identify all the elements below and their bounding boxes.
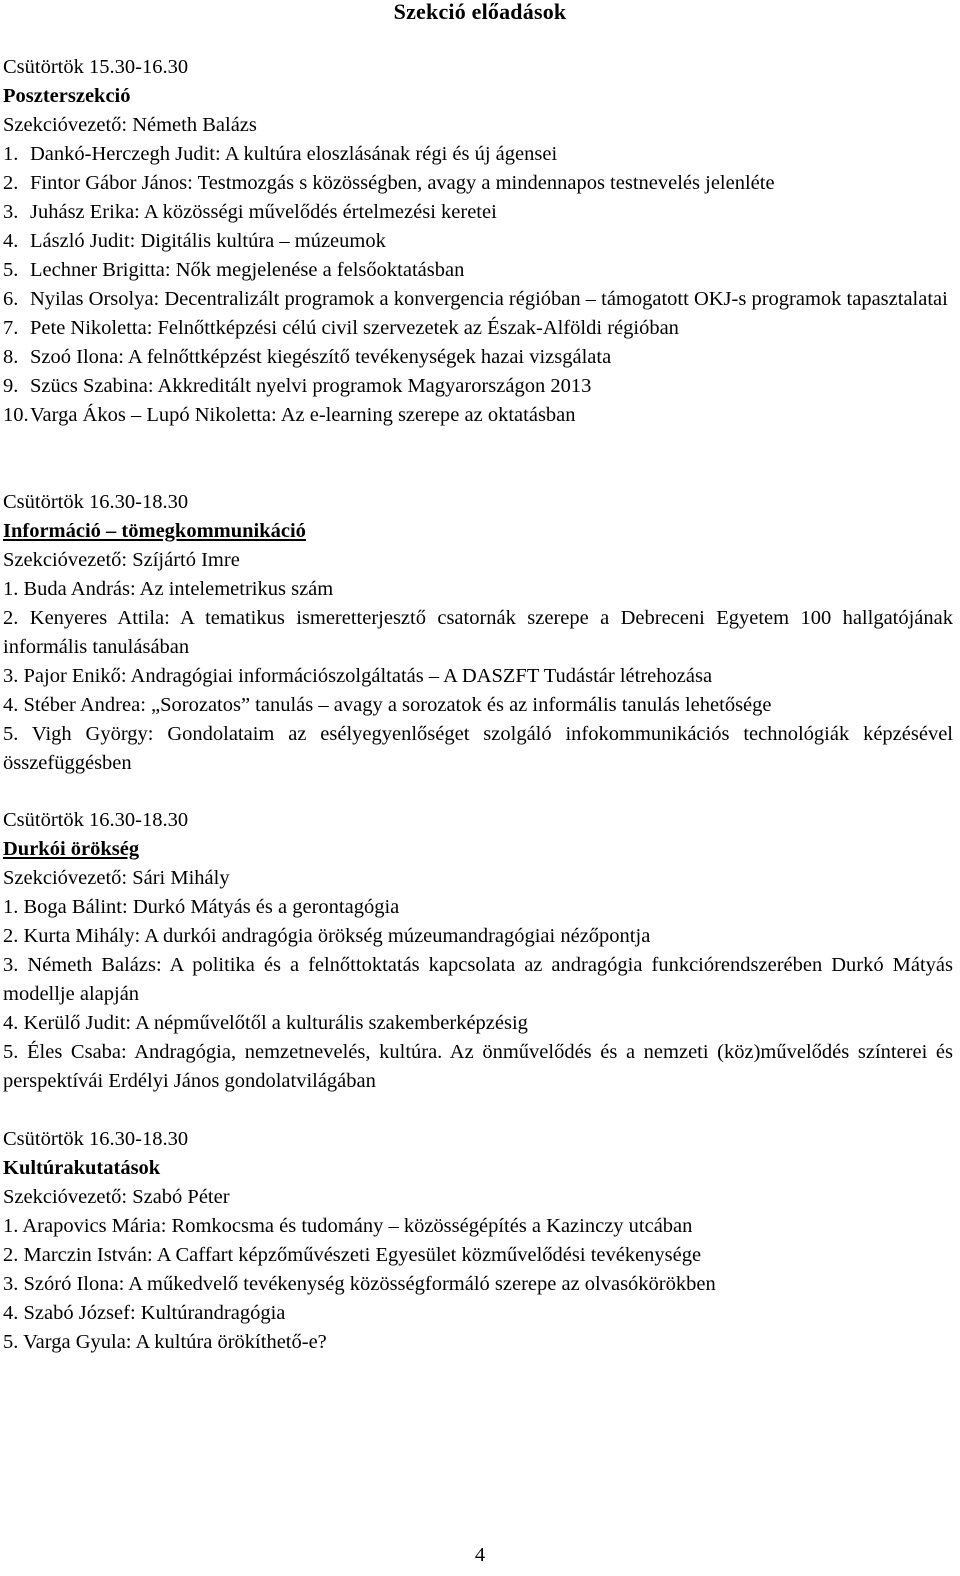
talk-item <box>3 227 953 256</box>
talk-number: 5. <box>3 1041 19 1063</box>
talk-text: Szoó Ilona: A felnőttképzést kiegészítő tevékenységek hazai vizsgálata <box>30 346 612 368</box>
talk-number: 3. <box>3 1273 19 1295</box>
talk-text: Juhász Erika: A közösségi művelődés értelmezési keretei <box>30 201 497 223</box>
talk-number: 4. <box>3 694 19 716</box>
talk-text: Varga Ákos – Lupó Nikoletta: Az e-learning szerepe az oktatásban <box>30 404 576 426</box>
section-leader: Szekcióvezető: Németh Balázs <box>3 114 257 136</box>
talk-item <box>3 1270 953 1299</box>
talk-text: Dankó-Herczegh Judit: A kultúra eloszlásának régi és új ágensei <box>30 143 558 165</box>
talk-text: Kerülő Judit: A népművelőtől a kulturális szakemberképzésig <box>23 1012 528 1034</box>
talk-number: 9. <box>3 375 19 397</box>
talk-text: Varga Gyula: A kultúra örökíthető-e? <box>23 1331 327 1353</box>
talk-number: 1. <box>3 578 19 600</box>
talk-text: László Judit: Digitális kultúra – múzeumok <box>30 230 386 252</box>
talk-text: Vigh György: Gondolataim az esélyegyenlőséget szolgáló infokommunikációs technológiák képzésével összefüggésben <box>3 723 953 774</box>
talk-item <box>3 1212 953 1241</box>
section-leader: Szekcióvezető: Szabó Péter <box>3 1186 230 1208</box>
talk-text: Pete Nikoletta: Felnőttképzési célú civil szervezetek az Észak-Alföldi régióban <box>30 317 679 339</box>
page-title: Szekció előadások <box>393 0 567 24</box>
talk-number: 1. <box>3 896 19 918</box>
talk-item <box>3 604 953 662</box>
talk-number: 8. <box>3 346 19 368</box>
section-kulturakutatasok <box>3 1125 953 1357</box>
talk-list <box>3 140 953 430</box>
talk-list <box>3 1212 953 1357</box>
talk-item <box>3 198 953 227</box>
talk-text: Kurta Mihály: A durkói andragógia örökség múzeumandragógiai nézőpontja <box>23 925 651 947</box>
section-time: Csütörtök 16.30-18.30 <box>3 809 189 831</box>
talk-item <box>3 575 953 604</box>
talk-item <box>3 893 953 922</box>
talk-item <box>3 1328 953 1357</box>
talk-text: Szabó József: Kultúrandragógia <box>23 1302 286 1324</box>
talk-number: 2. <box>3 1244 19 1266</box>
talk-item <box>3 922 953 951</box>
talk-text: Buda András: Az intelemetrikus szám <box>23 578 334 600</box>
talk-text: Nyilas Orsolya: Decentralizált programok a konvergencia régióban – támogatott OKJ-s programok tapasztalatai <box>30 288 948 310</box>
talk-number: 2. <box>3 607 19 629</box>
talk-item <box>3 662 953 691</box>
talk-item <box>3 401 953 430</box>
talk-item <box>3 720 953 778</box>
talk-item <box>3 285 953 314</box>
talk-text: Boga Bálint: Durkó Mátyás és a gerontagógia <box>23 896 400 918</box>
talk-number: 5. <box>3 259 19 281</box>
talk-item <box>3 169 953 198</box>
talk-number: 5. <box>3 723 19 745</box>
talk-item <box>3 951 953 1009</box>
talk-item <box>3 256 953 285</box>
talk-text: Kenyeres Attila: A tematikus ismeretterjesztő csatornák szerepe a Debreceni Egyetem 100 hallgatójának informális tanulásában <box>3 607 954 658</box>
talk-number: 3. <box>3 954 19 976</box>
section-time: Csütörtök 15.30-16.30 <box>3 56 189 78</box>
talk-list <box>3 893 953 1096</box>
talk-text: Németh Balázs: A politika és a felnőttoktatás kapcsolata az andragógia funkciórendszerében Durkó Mátyás modellje alapján <box>3 954 953 1005</box>
talk-item <box>3 1038 953 1096</box>
talk-text: Szücs Szabina: Akkreditált nyelvi programok Magyarországon 2013 <box>30 375 592 397</box>
talk-number: 3. <box>3 665 19 687</box>
section-name: Durkói örökség <box>3 838 140 860</box>
talk-item <box>3 1299 953 1328</box>
section-name: Információ – tömegkommunikáció <box>3 520 306 542</box>
talk-item <box>3 343 953 372</box>
talk-item <box>3 1241 953 1270</box>
talk-number: 7. <box>3 317 19 339</box>
talk-number: 2. <box>3 172 19 194</box>
talk-text: Szóró Ilona: A műkedvelő tevékenység közösségformáló szerepe az olvasókörökben <box>23 1273 716 1295</box>
talk-number: 1. <box>3 143 19 165</box>
section-name: Kultúrakutatások <box>3 1157 161 1179</box>
section-name: Poszterszekció <box>3 85 131 107</box>
talk-text: Pajor Enikő: Andragógiai információszolgáltatás – A DASZFT Tudástár létrehozása <box>23 665 713 687</box>
talk-text: Lechner Brigitta: Nők megjelenése a felsőoktatásban <box>30 259 465 281</box>
talk-item <box>3 691 953 720</box>
talk-number: 3. <box>3 201 19 223</box>
talk-item <box>3 372 953 401</box>
section-leader: Szekcióvezető: Szíjártó Imre <box>3 549 240 571</box>
talk-text: Stéber Andrea: „Sorozatos” tanulás – avagy a sorozatok és az informális tanulás lehetősége <box>23 694 772 716</box>
talk-number: 2. <box>3 925 19 947</box>
section-leader: Szekcióvezető: Sári Mihály <box>3 867 230 889</box>
talk-number: 4. <box>3 230 19 252</box>
talk-number: 6. <box>3 288 19 310</box>
talk-text: Éles Csaba: Andragógia, nemzetnevelés, kultúra. Az önművelődés és a nemzeti (köz)művelődés színterei és perspektívái Erdélyi János gondolatvilágában <box>3 1041 954 1092</box>
talk-number: 4. <box>3 1302 19 1324</box>
talk-item <box>3 314 953 343</box>
talk-number: 4. <box>3 1012 19 1034</box>
talk-number: 10. <box>3 404 29 426</box>
talk-text: Arapovics Mária: Romkocsma és tudomány – közösségépítés a Kazinczy utcában <box>22 1215 693 1237</box>
section-poszterszekcio <box>3 53 953 430</box>
talk-number: 5. <box>3 1331 19 1353</box>
section-durkoi-orokseg <box>3 806 953 1096</box>
talk-item <box>3 140 953 169</box>
talk-text: Marczin István: A Caffart képzőművészeti Egyesület közművelődési tevékenysége <box>23 1244 702 1266</box>
talk-item <box>3 1009 953 1038</box>
page-number: 4 <box>474 1544 486 1566</box>
talk-number: 1. <box>3 1215 19 1237</box>
section-informacio <box>3 488 953 778</box>
talk-text: Fintor Gábor János: Testmozgás s közösségben, avagy a mindennapos testnevelés jelenléte <box>30 172 775 194</box>
section-time: Csütörtök 16.30-18.30 <box>3 491 189 513</box>
section-time: Csütörtök 16.30-18.30 <box>3 1128 189 1150</box>
talk-list <box>3 575 953 778</box>
